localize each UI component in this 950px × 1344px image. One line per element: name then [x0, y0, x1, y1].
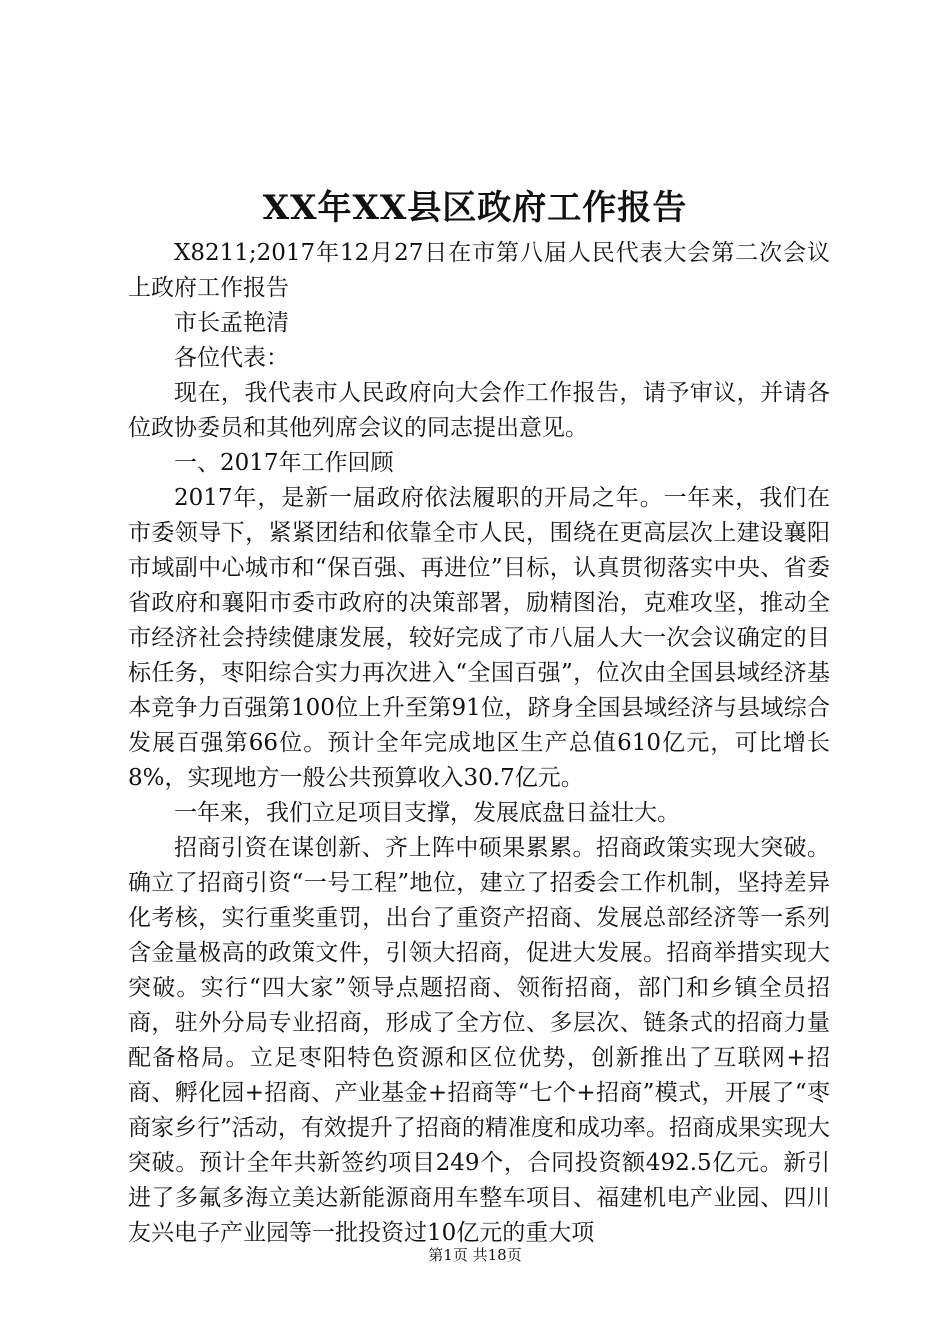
- paragraph-investment: 招商引资在谋创新、齐上阵中硕果累累。招商政策实现大突破。确立了招商引资“一号工程”地位，建立了招委会工作机制，坚持差异化考核，实行重奖重罚，出台了重资产招商、发展总部经济等一系列含金量极高的政策文件，引领大招商，促进大发展。招商举措实现大突破。实行“四大家”领导点题招商、领衔招商，部门和乡镇全员招商，驻外分局专业招商，形成了全方位、多层次、链条式的招商力量配备格局。立足枣阳特色资源和区位优势，创新推出了互联网+招商、孵化园+招商、产业基金+招商等“七个+招商”模式，开展了“枣商家乡行”活动，有效提升了招商的精准度和成功率。招商成果实现大突破。预计全年共新签约项目249个，合同投资额492.5亿元。新引进了多氟多海立美达新能源商用车整车项目、福建机电产业园、四川友兴电子产业园等一批投资过10亿元的重大项: [128, 835, 830, 1246]
- paragraph-review: 2017年，是新一届政府依法履职的开局之年。一年来，我们在市委领导下，紧紧团结和依靠全市人民，围绕在更高层次上建设襄阳市域副中心城市和“保百强、再进位”目标，认真贯彻落实中央、省委省政府和襄阳市委市政府的决策部署，励精图治，克难攻坚，推动全市经济社会持续健康发展，较好完成了市八届人大一次会议确定的目标任务，枣阳综合实力再次进入“全国百强”，位次由全国县域经济基本竞争力百强第100位上升至第91位，跻身全国县域经济与县域综合发展百强第66位。预计全年完成地区生产总值610亿元，可比增长8%，实现地方一般公共预算收入30.7亿元。: [128, 485, 830, 791]
- document-title: XX年XX县区政府工作报告: [262, 188, 688, 228]
- paragraph-salutation: 各位代表：: [174, 345, 289, 371]
- paragraph-projects: 一年来，我们立足项目支撑，发展底盘日益壮大。: [174, 800, 680, 826]
- paragraph-intro: 现在，我代表市人民政府向大会作工作报告，请予审议，并请各位政协委员和其他列席会议的同志提出意见。: [128, 380, 830, 441]
- document-body: [128, 236, 830, 1251]
- paragraph-subtitle: X8211;2017年12月27日在市第八届人民代表大会第二次会议上政府工作报告: [128, 240, 830, 301]
- section-heading: 一、2017年工作回顾: [174, 450, 394, 476]
- paragraph-speaker: 市长孟艳清: [174, 310, 289, 336]
- page-footer: 第1页 共18页: [428, 1246, 522, 1264]
